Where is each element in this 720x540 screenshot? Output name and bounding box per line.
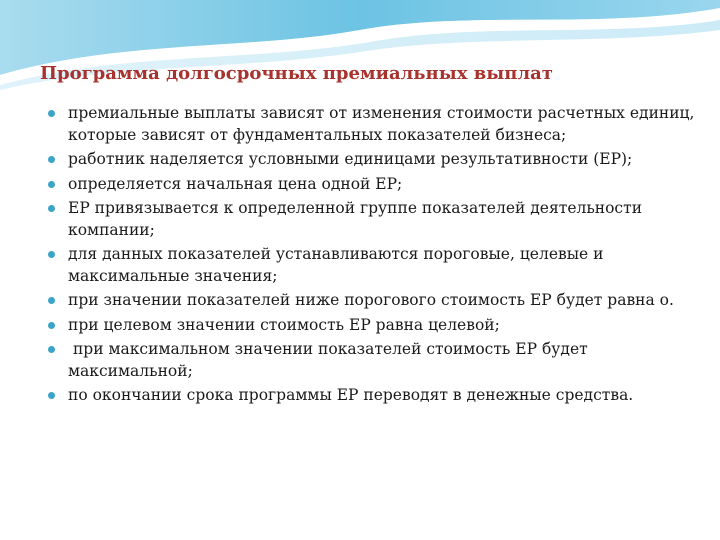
slide-title: Программа долгосрочных премиальных выплат (40, 63, 553, 84)
list-item-text: ЕР привязывается к определенной группе показателей деятельности компании; (68, 199, 643, 239)
bullet-icon (48, 251, 55, 258)
list-item (48, 290, 698, 312)
bullet-icon (48, 110, 55, 117)
bullet-icon (48, 297, 55, 304)
list-item (48, 315, 698, 337)
bullet-icon (48, 181, 55, 188)
list-item (48, 339, 698, 382)
bullet-icon (48, 346, 55, 353)
bullet-icon (48, 156, 55, 163)
list-item-text: для данных показателей устанавливаются пороговые, целевые и максимальные значения; (68, 245, 604, 285)
list-item-text: премиальные выплаты зависят от изменения стоимости расчетных единиц, которые зависят от фундаментальных показателей бизнеса; (68, 104, 695, 144)
list-item (48, 198, 698, 241)
list-item (48, 244, 698, 287)
list-item (48, 103, 698, 146)
list-item-text: при максимальном значении показателей стоимость ЕР будет максимальной; (68, 340, 593, 380)
list-item-text: работник наделяется условными единицами результативности (ЕР); (68, 150, 633, 168)
list-item (48, 149, 698, 171)
bullet-list (48, 103, 698, 410)
bullet-icon (48, 392, 55, 399)
list-item-text: по окончании срока программы ЕР переводят в денежные средства. (68, 386, 634, 404)
list-item-text: определяется начальная цена одной ЕР; (68, 174, 403, 193)
bullet-icon (48, 205, 55, 212)
list-item (48, 385, 698, 407)
list-item-text: при значении показателей ниже порогового стоимость ЕР будет равна о. (68, 291, 674, 309)
list-item (48, 174, 698, 196)
list-item-text: при целевом значении стоимость ЕР равна целевой; (68, 315, 500, 334)
bullet-icon (48, 322, 55, 329)
